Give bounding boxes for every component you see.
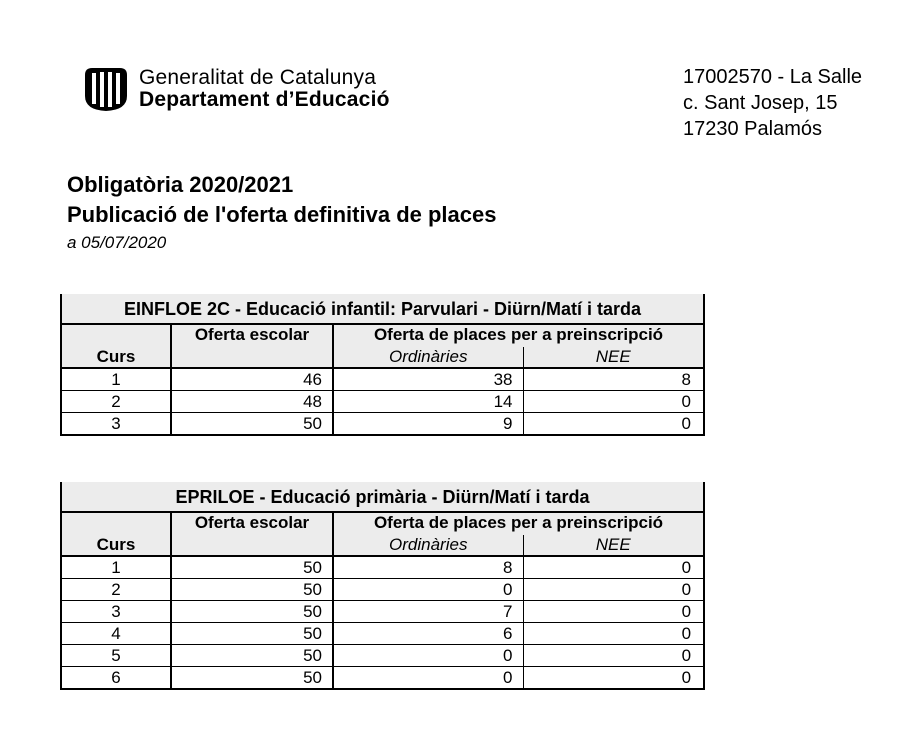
cell-oferta: 50 [171,623,333,645]
cell-oferta: 46 [171,368,333,391]
cell-nee: 0 [523,623,704,645]
cell-oferta: 48 [171,391,333,413]
cell-oferta: 50 [171,579,333,601]
address-line-street: c. Sant Josep, 15 [683,92,838,114]
places-table-infantil [60,294,705,436]
logo-line-departament: Departament d’Educació [139,88,390,111]
logo-line-generalitat: Generalitat de Catalunya [139,66,377,89]
table-row [61,413,704,436]
cell-nee: 0 [523,391,704,413]
generalitat-emblem-icon [83,66,129,112]
cell-ordinaries: 8 [333,556,523,579]
table-row [61,391,704,413]
cell-ordinaries: 0 [333,579,523,601]
column-header-ordinaries: Ordinàries [333,535,523,556]
cell-ordinaries: 9 [333,413,523,436]
table-row [61,368,704,391]
cell-ordinaries: 38 [333,368,523,391]
table-row [61,645,704,667]
cell-nee: 0 [523,645,704,667]
cell-nee: 0 [523,556,704,579]
column-header-curs: Curs [61,324,171,368]
cell-ordinaries: 7 [333,601,523,623]
column-header-curs: Curs [61,512,171,556]
cell-curs: 1 [61,556,171,579]
cell-oferta: 50 [171,645,333,667]
cell-curs: 2 [61,579,171,601]
column-header-oferta-places: Oferta de places per a preinscripció [333,324,704,347]
column-header-nee: NEE [523,535,704,556]
cell-nee: 8 [523,368,704,391]
cell-curs: 2 [61,391,171,413]
cell-ordinaries: 14 [333,391,523,413]
cell-nee: 0 [523,579,704,601]
cell-curs: 5 [61,645,171,667]
cell-ordinaries: 6 [333,623,523,645]
cell-curs: 3 [61,601,171,623]
places-table-primaria [60,482,705,690]
table-row [61,579,704,601]
table-row [61,556,704,579]
document-titles [67,170,496,254]
table-row [61,623,704,645]
school-address [683,64,862,142]
cell-nee: 0 [523,667,704,690]
cell-oferta: 50 [171,556,333,579]
generalitat-logo [83,66,390,112]
publication-date: a 05/07/2020 [67,233,167,252]
cell-ordinaries: 0 [333,667,523,690]
document-subtitle: Publicació de l'oferta definitiva de places [67,202,497,227]
cell-curs: 6 [61,667,171,690]
document-title: Obligatòria 2020/2021 [67,172,294,197]
table-caption: EINFLOE 2C - Educació infantil: Parvulari - Diürn/Matí i tarda [61,294,704,324]
cell-curs: 1 [61,368,171,391]
cell-curs: 4 [61,623,171,645]
cell-oferta: 50 [171,667,333,690]
address-line-city: 17230 Palamós [683,118,822,140]
cell-ordinaries: 0 [333,645,523,667]
cell-oferta: 50 [171,601,333,623]
column-header-oferta-places: Oferta de places per a preinscripció [333,512,704,535]
column-header-ordinaries: Ordinàries [333,347,523,368]
cell-nee: 0 [523,413,704,436]
cell-curs: 3 [61,413,171,436]
cell-nee: 0 [523,601,704,623]
cell-oferta: 50 [171,413,333,436]
table-caption: EPRILOE - Educació primària - Diürn/Matí i tarda [61,482,704,512]
address-line-school: 17002570 - La Salle [683,66,863,88]
column-header-oferta-escolar: Oferta escolar [171,512,333,556]
table-row [61,667,704,690]
table-row [61,601,704,623]
column-header-oferta-escolar: Oferta escolar [171,324,333,368]
column-header-nee: NEE [523,347,704,368]
